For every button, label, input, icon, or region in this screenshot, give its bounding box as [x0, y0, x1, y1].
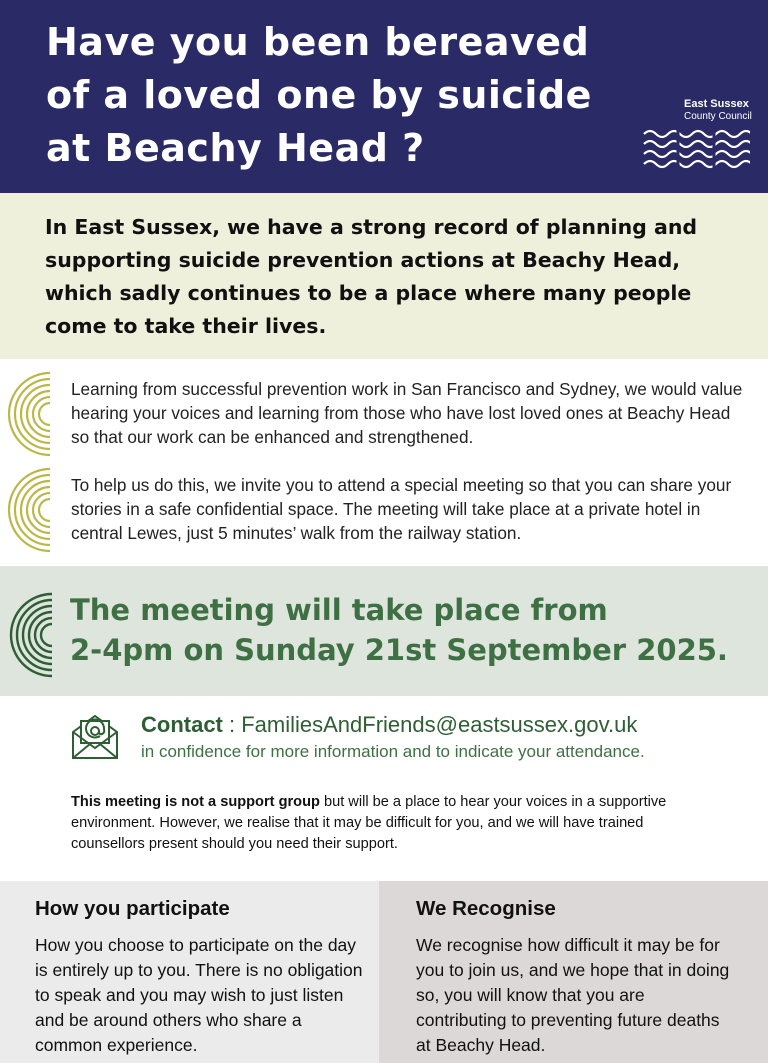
- contact-separator: :: [222, 712, 242, 737]
- participate-panel: [0, 881, 379, 1063]
- contact-subtext: in confidence for more information and to indicate your attendance.: [141, 742, 645, 761]
- paragraph-invitation: To help us do this, we invite you to attend a special meeting so that you can share your stories in a safe confidential space. The meeting will take place at a private hotel in central Lewes, just 5 minutes’ walk from the railway station.: [71, 475, 732, 543]
- decorative-arc-icon: [0, 369, 56, 459]
- contact-label: Contact: [141, 712, 223, 737]
- header-banner: [0, 0, 768, 193]
- logo-line-1: East Sussex: [684, 98, 749, 110]
- page-title: Have you been bereaved of a loved one by suicide at Beachy Head ?: [46, 20, 592, 170]
- paragraph-prevention: Learning from successful prevention work in San Francisco and Sydney, we would value hearing your voices and learning from those who have lost loved ones at Beachy Head so that our work can be enhanced and strengthened.: [71, 379, 743, 447]
- participate-text: How you choose to participate on the day is entirely up to you. There is no obligation to speak and you may wish to just listen and be around others who share a common experience.: [35, 935, 363, 1055]
- waves-icon: [642, 128, 750, 176]
- decorative-arc-icon: [0, 465, 56, 555]
- meeting-date-time: 2-4pm on Sunday 21st September 2025.: [70, 633, 728, 667]
- contact-line: [141, 712, 637, 738]
- recognise-text: We recognise how difficult it may be for you to join us, and we hope that in doing so, you will know that you are contributing to preventing future deaths at Beachy Head.: [416, 935, 730, 1055]
- meeting-line-1: The meeting will take place from: [70, 593, 608, 627]
- intro-text: In East Sussex, we have a strong record of planning and supporting suicide prevention actions at Beachy Head, which sadly continues to be a place where many people come to take their lives.: [45, 215, 698, 338]
- logo-line-2: County Council: [684, 111, 752, 122]
- council-logo: [640, 98, 750, 178]
- contact-email-link[interactable]: FamiliesAndFriends@eastsussex.gov.uk: [241, 712, 638, 737]
- recognise-heading: We Recognise: [416, 897, 556, 920]
- envelope-icon: [70, 712, 120, 760]
- decorative-arc-icon: [2, 590, 58, 680]
- support-note-rest: but will be a place to hear your voices in a supportive environment. However, we realise that it may be difficult for you, and we will have trained counsellors present should you need their support.: [71, 794, 667, 852]
- participate-heading: How you participate: [35, 897, 230, 920]
- recognise-panel: [379, 881, 768, 1063]
- meeting-banner: [0, 566, 768, 696]
- contact-section: [0, 696, 768, 881]
- support-note-bold: This meeting is not a support group: [71, 794, 320, 810]
- body-section: [0, 359, 768, 566]
- intro-section: [0, 193, 768, 359]
- support-note: [71, 792, 721, 855]
